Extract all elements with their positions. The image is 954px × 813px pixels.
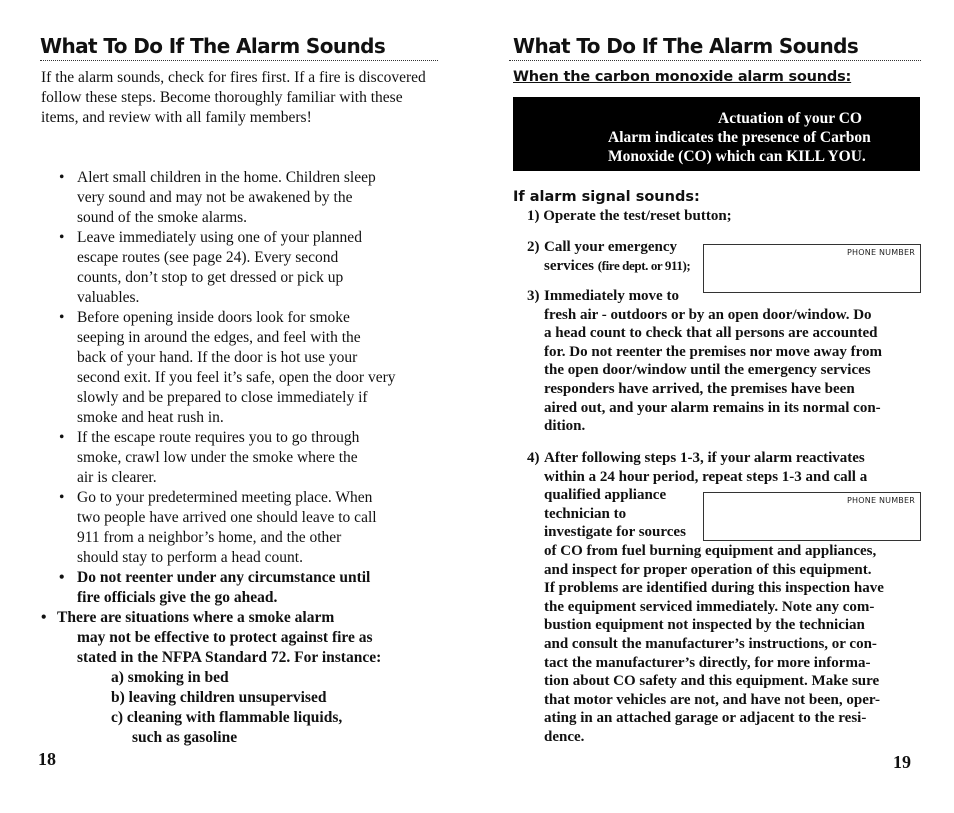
step-4-line: tion about CO safety and this equipment. Make sure	[544, 673, 880, 690]
warning-line: Actuation of your CO	[718, 110, 862, 127]
bullet-line: smoke and heat rush in.	[77, 409, 224, 426]
step-4-line: After following steps 1-3, if your alarm reactivates	[544, 450, 865, 466]
co-warning-box	[513, 97, 920, 171]
phone-number-label: PHONE NUMBER	[847, 248, 915, 257]
bullet-item-inside-doors	[41, 308, 441, 428]
step-4-line: that motor vehicles are not, and have not been, oper-	[544, 691, 880, 708]
bullet-line: valuables.	[77, 289, 140, 306]
co-alarm-subheading: When the carbon monoxide alarm sounds:	[513, 69, 852, 85]
bullet-item-do-not-reenter	[41, 568, 441, 608]
bullet-line: Alert small children in the home. Children sleep	[77, 169, 376, 186]
bullet-item-leave-immediately	[41, 228, 441, 308]
bullet-line: back of your hand. If the door is hot use your	[77, 349, 358, 366]
step-2-line: Call your emergency	[544, 239, 678, 255]
step-3-line: responders have arrived, the premises have been	[544, 380, 855, 397]
right-heading-rule	[509, 60, 921, 61]
bullet-line: may not be effective to protect against fire as	[77, 629, 373, 646]
bullet-line: seeping in around the edges, and feel with the	[77, 329, 361, 346]
signal-heading: If alarm signal sounds:	[513, 189, 700, 205]
bullet-dot: •	[59, 309, 65, 326]
step-number: 4)	[527, 450, 540, 466]
bullet-line: escape routes (see page 24). Every second	[77, 249, 339, 266]
bullet-line: Before opening inside doors look for smoke	[77, 309, 350, 326]
left-bullet-list	[41, 168, 441, 748]
right-page-heading: What To Do If The Alarm Sounds	[513, 34, 859, 58]
step-2	[527, 238, 727, 275]
bullet-line: fire officials give the go ahead.	[77, 589, 278, 606]
step-3-line: aired out, and your alarm remains in its normal con-	[544, 399, 881, 416]
bullet-dot: •	[59, 489, 65, 506]
step-4-line: tact the manufacturer’s directly, for more informa-	[544, 654, 871, 671]
bullet-line: should stay to perform a head count.	[77, 549, 303, 566]
step-3	[527, 287, 927, 436]
bullet-item-alert-children	[41, 168, 441, 228]
step-3-line: fresh air - outdoors or by an open door/window. Do	[544, 306, 872, 323]
step-4-line: ating in an attached garage or adjacent to the resi-	[544, 710, 867, 727]
phone-number-label: PHONE NUMBER	[847, 496, 915, 505]
instance-item-continuation: such as gasoline	[132, 729, 238, 746]
step-4-line: investigate for sources	[544, 524, 686, 541]
left-heading-rule	[40, 60, 438, 61]
step-number: 3)	[527, 288, 540, 304]
step-4-line: bustion equipment not inspected by the technician	[544, 617, 865, 634]
step-3-line: the open door/window until the emergency services	[544, 362, 871, 379]
instance-item: a) smoking in bed	[111, 669, 229, 686]
phone-number-field-technician[interactable]	[703, 492, 921, 541]
bullet-line: very sound and may not be awakened by the	[77, 189, 353, 206]
bullet-line: air is clearer.	[77, 469, 157, 486]
bullet-line: Go to your predetermined meeting place. When	[77, 489, 373, 506]
bullet-line: slowly and be prepared to close immediately if	[77, 389, 368, 406]
bullet-line: Do not reenter under any circumstance until	[77, 569, 371, 586]
bullet-dot: •	[41, 609, 47, 626]
step-3-line: a head count to check that all persons are accounted	[544, 325, 878, 342]
bullet-dot: •	[59, 429, 65, 446]
left-page-heading: What To Do If The Alarm Sounds	[40, 34, 386, 58]
bullet-item-escape-route	[41, 428, 441, 488]
instance-item: b) leaving children unsupervised	[111, 689, 327, 706]
step-4-line: within a 24 hour period, repeat steps 1-3 and call a	[544, 468, 868, 485]
step-number: 2)	[527, 239, 540, 255]
instance-item: c) cleaning with flammable liquids,	[111, 709, 343, 726]
bullet-item-meeting-place	[41, 488, 441, 568]
step-4-line: and inspect for proper operation of this equipment.	[544, 561, 872, 578]
bullet-line: There are situations where a smoke alarm	[57, 609, 335, 626]
warning-line: Alarm indicates the presence of Carbon	[608, 129, 871, 146]
bullet-line: second exit. If you feel it’s safe, open the door very	[77, 369, 396, 386]
step-4-line: of CO from fuel burning equipment and appliances,	[544, 542, 877, 559]
step-2-parenthetical: (fire dept. or 911);	[597, 257, 691, 273]
step-1	[527, 207, 927, 226]
bullet-item-nfpa-situations	[41, 608, 441, 748]
step-4-line: dence.	[544, 728, 585, 745]
left-intro-paragraph: If the alarm sounds, check for fires first. If a fire is discovered follow these steps. Become thoroughly familiar with these items, and review with all family members!	[41, 69, 426, 126]
step-1-text: 1) Operate the test/reset button;	[527, 208, 732, 224]
bullet-dot: •	[59, 169, 65, 186]
warning-line: Monoxide (CO) which can KILL YOU.	[608, 148, 866, 165]
phone-number-field-emergency[interactable]	[703, 244, 921, 293]
step-3-line: Immediately move to	[544, 288, 679, 304]
bullet-line: If the escape route requires you to go through	[77, 429, 360, 446]
bullet-dot: •	[59, 229, 65, 246]
step-2-line: services	[544, 257, 598, 274]
step-3-line: dition.	[544, 418, 586, 435]
bullet-line: counts, don’t stop to get dressed or pick up	[77, 269, 344, 286]
step-4-line: technician to	[544, 505, 627, 522]
bullet-line: Leave immediately using one of your planned	[77, 229, 362, 246]
step-4-line: and consult the manufacturer’s instructions, or con-	[544, 635, 877, 652]
bullet-line: smoke, crawl low under the smoke where the	[77, 449, 358, 466]
bullet-line: two people have arrived one should leave to call	[77, 509, 377, 526]
step-4-line: qualified appliance	[544, 487, 667, 504]
bullet-dot: •	[59, 569, 65, 586]
page-number: 18	[38, 749, 56, 769]
step-4-line: the equipment serviced immediately. Note any com-	[544, 598, 875, 615]
step-4-line: If problems are identified during this inspection have	[544, 580, 884, 597]
bullet-line: stated in the NFPA Standard 72. For instance:	[77, 649, 382, 666]
page-number: 19	[893, 752, 911, 772]
bullet-line: 911 from a neighbor’s home, and the other	[77, 529, 342, 546]
bullet-line: sound of the smoke alarms.	[77, 209, 248, 226]
step-3-line: for. Do not reenter the premises nor move away from	[544, 343, 882, 360]
